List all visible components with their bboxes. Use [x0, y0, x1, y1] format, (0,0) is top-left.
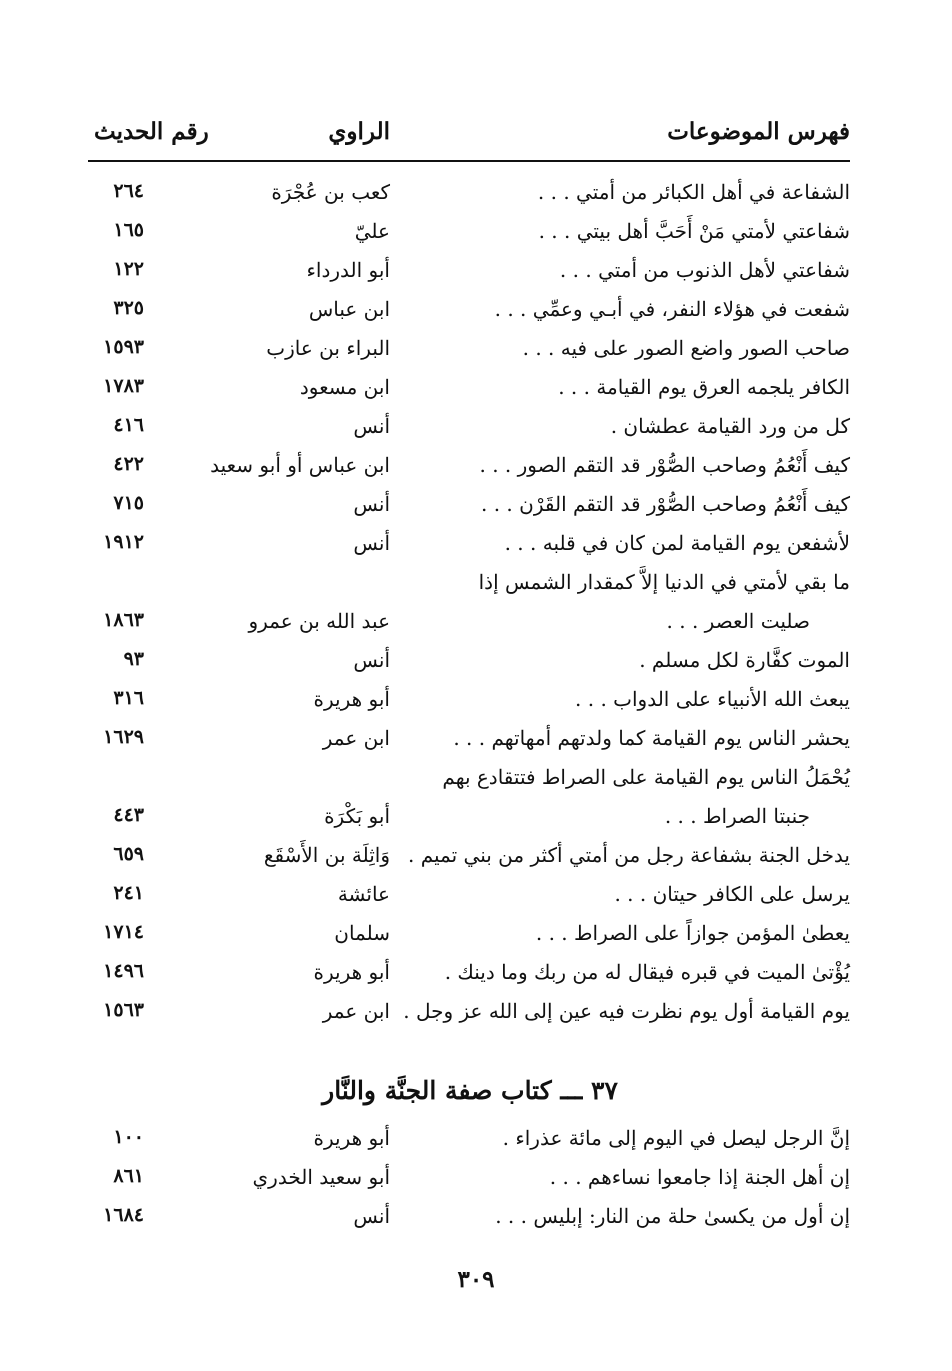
list-item: [90, 258, 850, 296]
list-item: [90, 375, 850, 413]
topic-text: الموت كفَّارة لكل مسلم .: [639, 648, 850, 672]
topic-text: الشفاعة في أهل الكبائر من أمتي . . .: [537, 180, 850, 204]
narrator-text: كعب بن عُجْرَة: [271, 180, 390, 204]
list-item: [90, 531, 850, 569]
hadith-number: ١٥٦٣: [103, 999, 144, 1021]
list-item: [90, 804, 850, 842]
narrator-text: عبد الله بن عمرو: [248, 609, 390, 633]
hadith-number: ٢٤١: [113, 882, 144, 904]
page-number: ٣٠٩: [457, 1266, 495, 1293]
table-header: [90, 118, 850, 162]
topic-text: صاحب الصور واضع الصور على فيه . . .: [522, 336, 850, 360]
topic-text: يُحْمَلُ الناس يوم القيامة على الصراط فتتقادع بهم: [442, 765, 850, 789]
hadith-number: ٤١٦: [113, 414, 144, 436]
topic-text: إن أهل الجنة إذا جامعوا نساءهم . . .: [549, 1165, 850, 1189]
hadith-number: ٣٢٥: [113, 297, 144, 319]
narrator-text: ابن عباس: [308, 297, 390, 321]
topic-text: جنبتا الصراط . . .: [664, 804, 810, 828]
topic-text: صليت العصر . . .: [666, 609, 810, 633]
list-item: [90, 882, 850, 920]
hadith-number: ١٦٥: [113, 219, 144, 241]
hadith-number: ١٥٩٣: [103, 336, 144, 358]
hadith-number: ٦٥٩: [113, 843, 144, 865]
header-topics: فهرس الموضوعات: [667, 118, 850, 145]
hadith-number: ١٦٨٤: [103, 1204, 144, 1226]
topic-text: الكافر يلجمه العرق يوم القيامة . . .: [558, 375, 850, 399]
narrator-text: أبو بَكْرَة: [324, 804, 390, 828]
list-item: [90, 453, 850, 491]
topic-text: يوم القيامة أول يوم نظرت فيه عين إلى الله عز وجل .: [403, 999, 850, 1023]
narrator-text: سلمان: [334, 921, 390, 945]
list-item: [90, 219, 850, 257]
narrator-text: البراء بن عازب: [266, 336, 390, 360]
list-item: [90, 492, 850, 530]
hadith-number: ٩٣: [123, 648, 144, 670]
list-item: [90, 1165, 850, 1203]
hadith-number: ١٦٢٩: [103, 726, 144, 748]
narrator-text: أنس: [353, 1204, 390, 1228]
list-item: [90, 999, 850, 1037]
topic-text: كل من ورد القيامة عطشان .: [610, 414, 850, 438]
list-item: [90, 180, 850, 218]
narrator-text: ابن عمر: [322, 726, 390, 750]
topic-text: لأشفعن يوم القيامة لمن كان في قلبه . . .: [504, 531, 850, 555]
topic-text: يُؤْتىٰ الميت في قبره فيقال له من ربك وما دينك .: [444, 960, 850, 984]
narrator-text: عائشة: [337, 882, 390, 906]
narrator-text: أبو الدرداء: [306, 258, 390, 282]
topic-text: كيف أَنْعُمُ وصاحب الصُّوْر قد التقم القَرْن . . .: [480, 492, 850, 516]
hadith-number: ٣١٦: [113, 687, 144, 709]
hadith-number: ٨٦١: [113, 1165, 144, 1187]
list-item: [90, 921, 850, 959]
header-narrator: الراوي: [328, 118, 390, 145]
list-item: [90, 609, 850, 647]
topic-text: يرسل على الكافر حيتان . . .: [614, 882, 850, 906]
list-item: [90, 726, 850, 764]
hadith-number: ٤٢٢: [113, 453, 144, 475]
list-item: [90, 765, 850, 803]
hadith-number: ١٨٦٣: [103, 609, 144, 631]
hadith-number: ١٤٩٦: [103, 960, 144, 982]
list-item: [90, 843, 850, 881]
hadith-number: ١٢٢: [113, 258, 144, 280]
header-number: رقم الحديث: [94, 118, 209, 145]
hadith-number: ١٧٨٣: [103, 375, 144, 397]
list-item: [90, 648, 850, 686]
topic-text: كيف أَنْعُمُ وصاحب الصُّوْر قد التقم الصور . . .: [479, 453, 850, 477]
narrator-text: ابن عباس أو أبو سعيد: [210, 453, 390, 477]
narrator-text: أبو هريرة: [313, 960, 390, 984]
topic-text: يبعث الله الأنبياء على الدواب . . .: [575, 687, 850, 711]
hadith-number: ١٩١٢: [103, 531, 144, 553]
list-item: [90, 1204, 850, 1242]
list-item: [90, 960, 850, 998]
list-item: [90, 297, 850, 335]
list-item: [90, 570, 850, 608]
topic-text: يدخل الجنة بشفاعة رجل من أمتي أكثر من بني تميم .: [407, 843, 850, 867]
hadith-number: ١٧١٤: [103, 921, 144, 943]
hadith-number: ١٠٠: [113, 1126, 144, 1148]
list-item: [90, 414, 850, 452]
narrator-text: أنس: [353, 531, 390, 555]
narrator-text: أبو سعيد الخدري: [252, 1165, 390, 1189]
topic-text: شفعت في هؤلاء النفر، في أبـي وعمِّي . . .: [494, 297, 850, 321]
hadith-number: ٤٤٣: [113, 804, 144, 826]
topic-text: يحشر الناس يوم القيامة كما ولدتهم أمهاتهم . . .: [453, 726, 850, 750]
hadith-number: ٧١٥: [113, 492, 144, 514]
narrator-text: أنس: [353, 414, 390, 438]
narrator-text: أبو هريرة: [313, 687, 390, 711]
topic-text: إن أول من يكسىٰ حلة من النار: إبليس . . .: [495, 1204, 850, 1228]
list-item: [90, 336, 850, 374]
topic-text: شفاعتي لأهل الذنوب من أمتي . . .: [559, 258, 850, 282]
narrator-text: أنس: [353, 492, 390, 516]
narrator-text: أبو هريرة: [313, 1126, 390, 1150]
section-title: ٣٧ ـــ كتاب صفة الجنَّة والنَّار: [322, 1076, 618, 1105]
list-item: [90, 687, 850, 725]
topic-text: شفاعتي لأمتي مَنْ أَحَبَّ أهل بيتي . . .: [538, 219, 850, 243]
narrator-text: عليّ: [354, 219, 390, 243]
narrator-text: ابن عمر: [322, 999, 390, 1023]
narrator-text: وَاثِلَة بن الأَسْقَع: [263, 843, 390, 867]
topic-text: ما بقي لأمتي في الدنيا إلاَّ كمقدار الشمس إذا: [478, 570, 850, 594]
topic-text: يعطىٰ المؤمن جوازاً على الصراط . . .: [535, 921, 850, 945]
list-item: [90, 1126, 850, 1164]
hadith-number: ٢٦٤: [113, 180, 144, 202]
narrator-text: ابن مسعود: [299, 375, 390, 399]
header-rule: [88, 160, 850, 162]
narrator-text: أنس: [353, 648, 390, 672]
topic-text: إنَّ الرجل ليصل في اليوم إلى مائة عذراء .: [502, 1126, 850, 1150]
